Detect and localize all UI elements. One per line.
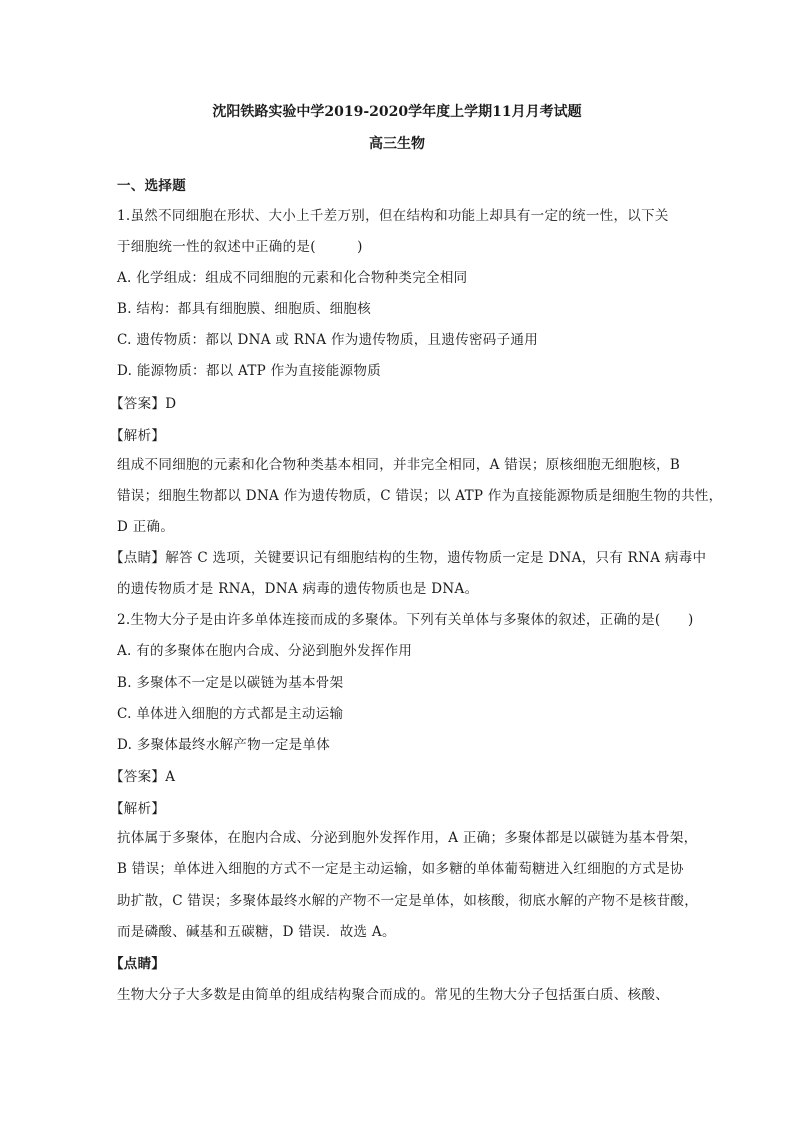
q2-stem-line1: 2.生物大分子是由许多单体连接而成的多聚体。下列有关单体与多聚体的叙述，正确的是( ) xyxy=(117,612,694,628)
q2-answer: 【答案】A xyxy=(110,769,176,785)
q1-tip-line2: 的遗传物质才是 RNA，DNA 病毒的遗传物质也是 DNA。 xyxy=(117,581,479,597)
q1-option-c: C. 遗传物质：都以 DNA 或 RNA 作为遗传物质，且遗传密码子通用 xyxy=(117,332,539,348)
document-subtitle: 高三生物 xyxy=(369,136,425,152)
q1-analysis-line1: 组成不同细胞的元素和化合物种类基本相同，并非完全相同，A 错误；原核细胞无细胞核，B xyxy=(117,457,681,473)
q1-stem-line2: 于细胞统一性的叙述中正确的是( ) xyxy=(117,239,363,255)
q2-option-a: A. 有的多聚体在胞内合成、分泌到胞外发挥作用 xyxy=(117,643,413,659)
q1-answer: 【答案】D xyxy=(110,396,177,412)
q1-option-b: B. 结构：都具有细胞膜、细胞质、细胞核 xyxy=(117,301,372,317)
q2-analysis-line2: B 错误；单体进入细胞的方式不一定是主动运输，如多糖的单体葡萄糖进入红细胞的方式是协 xyxy=(117,861,684,877)
q2-analysis-line3: 助扩散，C 错误；多聚体最终水解的产物不一定是单体，如核酸，彻底水解的产物不是核苷酸， xyxy=(117,893,699,909)
q2-tip-label: 【点睛】 xyxy=(110,956,166,972)
q1-analysis-label: 【解析】 xyxy=(110,428,166,444)
q1-analysis-line2: 错误；细胞生物都以 DNA 作为遗传物质，C 错误；以 ATP 作为直接能源物质是细胞生物的共性， xyxy=(117,488,723,504)
q1-option-a: A. 化学组成：组成不同细胞的元素和化合物种类完全相同 xyxy=(117,270,468,286)
q2-analysis-label: 【解析】 xyxy=(110,801,166,817)
q1-stem-line1: 1.虽然不同细胞在形状、大小上千差万别，但在结构和功能上却具有一定的统一性，以下关 xyxy=(117,208,669,224)
q2-option-b: B. 多聚体不一定是以碳链为基本骨架 xyxy=(117,675,344,691)
q2-tip-line1: 生物大分子大多数是由简单的组成结构聚合而成的。常见的生物大分子包括蛋白质、核酸、 xyxy=(117,987,669,1003)
q1-option-d: D. 能源物质：都以 ATP 作为直接能源物质 xyxy=(117,363,382,379)
q1-tip-line1: 【点睛】解答 C 选项，关键要识记有细胞结构的生物，遗传物质一定是 DNA，只有 RNA 病毒中 xyxy=(110,550,707,566)
q1-analysis-line3: D 正确。 xyxy=(117,519,175,535)
section-heading: 一、选择题 xyxy=(117,178,186,194)
q2-analysis-line4: 而是磷酸、碱基和五碳糖，D 错误．故选 A。 xyxy=(117,924,396,940)
q2-analysis-line1: 抗体属于多聚体，在胞内合成、分泌到胞外发挥作用，A 正确；多聚体都是以碳链为基本骨架， xyxy=(117,830,698,846)
q2-option-c: C. 单体进入细胞的方式都是主动运输 xyxy=(117,706,344,722)
document-title: 沈阳铁路实验中学2019-2020学年度上学期11月月考试题 xyxy=(212,104,582,120)
q2-option-d: D. 多聚体最终水解产物一定是单体 xyxy=(117,737,331,753)
